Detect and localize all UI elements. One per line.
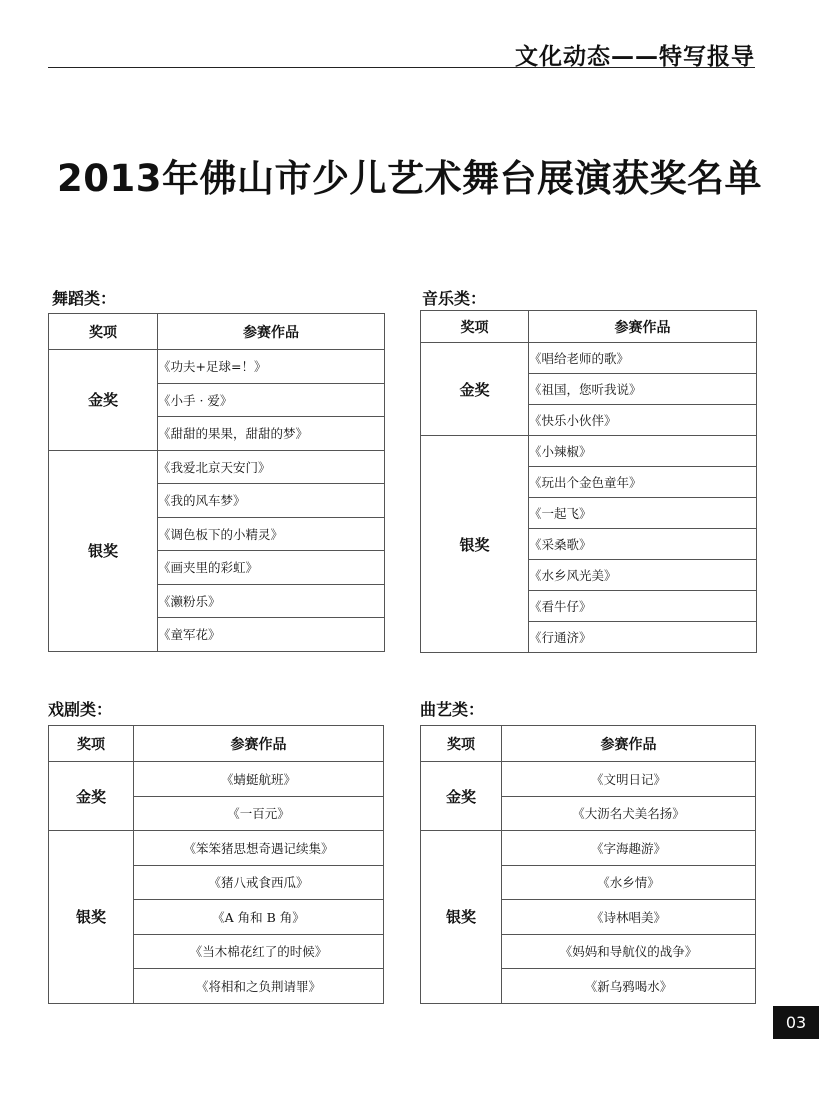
work-cell: 《猪八戒食西瓜》 — [134, 865, 384, 900]
work-cell: 《画夹里的彩虹》 — [158, 551, 385, 585]
table-row — [49, 450, 385, 484]
section-label-quyi: 曲艺类： — [420, 700, 485, 719]
table-row — [421, 436, 757, 467]
music-awards-table — [420, 310, 757, 653]
section-label-music: 音乐类： — [422, 289, 487, 308]
quyi-awards-table — [420, 725, 756, 1004]
work-cell: 《快乐小伙伴》 — [529, 405, 757, 436]
work-cell: 《唱给老师的歌》 — [529, 343, 757, 374]
work-cell: 《一百元》 — [134, 796, 384, 831]
work-cell: 《当木棉花红了的时候》 — [134, 934, 384, 969]
award-cell-silver: 银奖 — [49, 450, 158, 651]
work-cell: 《我的风车梦》 — [158, 484, 385, 518]
work-cell: 《玩出个金色童年》 — [529, 467, 757, 498]
column-header-award: 奖项 — [421, 726, 502, 762]
award-cell-gold: 金奖 — [421, 343, 529, 436]
work-cell: 《采桑歌》 — [529, 529, 757, 560]
work-cell: 《诗林唱美》 — [502, 900, 756, 935]
table-header-row — [49, 726, 384, 762]
award-cell-silver: 银奖 — [421, 436, 529, 653]
column-header-work: 参赛作品 — [529, 311, 757, 343]
page-title: 2013年佛山市少儿艺术舞台展演获奖名单 — [57, 157, 762, 200]
award-cell-gold: 金奖 — [49, 350, 158, 451]
work-cell: 《祖国，您听我说》 — [529, 374, 757, 405]
work-cell: 《妈妈和导航仪的战争》 — [502, 934, 756, 969]
column-header-work: 参赛作品 — [502, 726, 756, 762]
table-header-row — [49, 314, 385, 350]
column-header-work: 参赛作品 — [134, 726, 384, 762]
column-header-award: 奖项 — [49, 726, 134, 762]
table-row — [421, 762, 756, 797]
work-cell: 《大沥名犬美名扬》 — [502, 796, 756, 831]
section-label-dance: 舞蹈类： — [52, 289, 117, 308]
column-header-award: 奖项 — [49, 314, 158, 350]
table-header-row — [421, 726, 756, 762]
table-header-row — [421, 311, 757, 343]
work-cell: 《童军花》 — [158, 618, 385, 652]
work-cell: 《小辣椒》 — [529, 436, 757, 467]
work-cell: 《调色板下的小精灵》 — [158, 517, 385, 551]
header-divider — [48, 67, 755, 68]
table-row — [49, 762, 384, 797]
work-cell: 《A 角和 B 角》 — [134, 900, 384, 935]
table-row — [421, 343, 757, 374]
work-cell: 《文明日记》 — [502, 762, 756, 797]
work-cell: 《字海趣游》 — [502, 831, 756, 866]
work-cell: 《濑粉乐》 — [158, 584, 385, 618]
award-cell-gold: 金奖 — [421, 762, 502, 831]
work-cell: 《蜻蜓航班》 — [134, 762, 384, 797]
column-header-work: 参赛作品 — [158, 314, 385, 350]
award-cell-silver: 银奖 — [421, 831, 502, 1004]
work-cell: 《新乌鸦喝水》 — [502, 969, 756, 1004]
table-row — [49, 350, 385, 384]
column-header-award: 奖项 — [421, 311, 529, 343]
drama-awards-table — [48, 725, 384, 1004]
work-cell: 《笨笨猪思想奇遇记续集》 — [134, 831, 384, 866]
work-cell: 《小手 · 爱》 — [158, 383, 385, 417]
work-cell: 《甜甜的果果，甜甜的梦》 — [158, 417, 385, 451]
work-cell: 《水乡风光美》 — [529, 560, 757, 591]
award-cell-silver: 银奖 — [49, 831, 134, 1004]
header-title: 文化动态——特写报导 — [515, 44, 755, 70]
work-cell: 《一起飞》 — [529, 498, 757, 529]
table-row — [421, 831, 756, 866]
work-cell: 《行通济》 — [529, 622, 757, 653]
dance-awards-table — [48, 313, 385, 652]
section-label-drama: 戏剧类： — [48, 700, 113, 719]
work-cell: 《看牛仔》 — [529, 591, 757, 622]
work-cell: 《水乡情》 — [502, 865, 756, 900]
work-cell: 《功夫+足球=！》 — [158, 350, 385, 384]
page-number: 03 — [773, 1006, 819, 1039]
work-cell: 《将相和之负荆请罪》 — [134, 969, 384, 1004]
table-row — [49, 831, 384, 866]
award-cell-gold: 金奖 — [49, 762, 134, 831]
work-cell: 《我爱北京天安门》 — [158, 450, 385, 484]
